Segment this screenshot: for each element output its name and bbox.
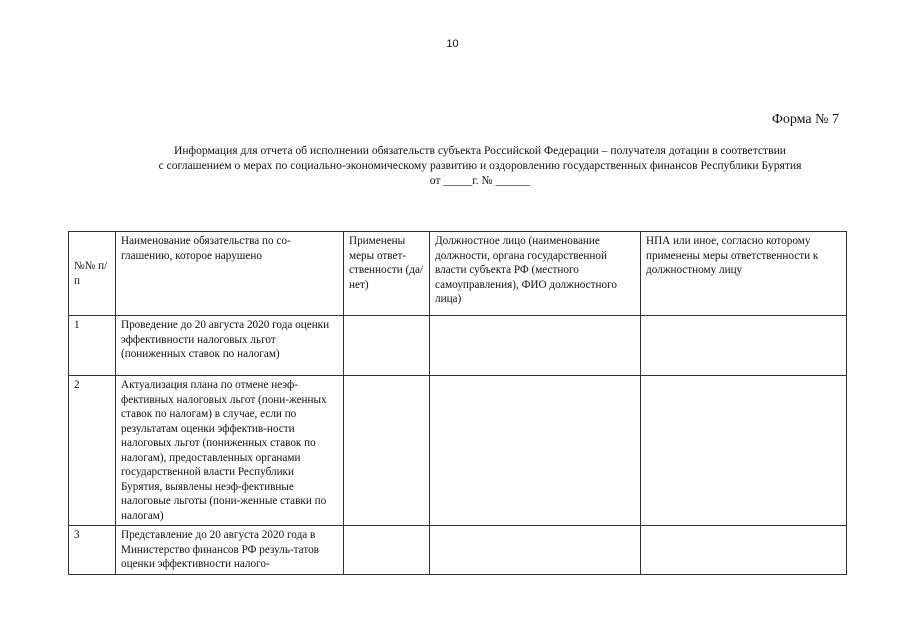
cell-measures [344,316,430,376]
cell-npa [641,376,847,526]
table-row [69,316,847,376]
cell-official [430,526,641,575]
cell-obligation: Представление до 20 августа 2020 года в Министерство финансов РФ резуль-татов оценки эффективности налого- [116,526,344,575]
header-num: №№ п/п [69,232,116,316]
table-row [69,526,847,575]
table-row [69,376,847,526]
cell-obligation: Проведение до 20 августа 2020 года оценки эффективности налоговых льгот (пониженных ставок по налогам) [116,316,344,376]
title-line-2: с соглашением о мерах по социально-экономическому развитию и оздоровлению государственных финансов Республики Бурятия [158,159,802,172]
cell-num: 3 [69,526,116,575]
obligations-table [68,231,847,575]
cell-obligation: Актуализация плана по отмене неэф-фективных налоговых льгот (пони-женных ставок по налогам) в случае, если по результатам оценки эффектив-ности налоговых льгот (пониженных ставок по налогам), предоставленных органами государственной власти Республики Бурятия, выявлены неэф-фективные налоговые льготы (пони-женные ставки по налогам) [116,376,344,526]
title-line-1: Информация для отчета об исполнении обязательств субъекта Российской Федерации – получателя дотации в соответствии [173,144,786,157]
cell-npa [641,526,847,575]
cell-measures [344,526,430,575]
cell-npa [641,316,847,376]
header-obligation: Наименование обязательства по со-глашению, которое нарушено [116,232,344,316]
header-measures: Применены меры ответ-ственности (да/нет) [344,232,430,316]
page-number: 10 [446,38,459,50]
table-header-row [69,232,847,316]
cell-num: 2 [69,376,116,526]
form-label: Форма № 7 [771,112,839,127]
cell-official [430,316,641,376]
document-title [60,143,900,188]
title-line-3: от _____г. № ______ [429,174,531,187]
cell-num: 1 [69,316,116,376]
cell-measures [344,376,430,526]
cell-official [430,376,641,526]
header-official: Должностное лицо (наименование должности, органа государственной власти субъекта РФ (местного самоуправления), ФИО должностного лица) [430,232,641,316]
header-npa: НПА или иное, согласно которому применены меры ответственности к должностному лицу [641,232,847,316]
